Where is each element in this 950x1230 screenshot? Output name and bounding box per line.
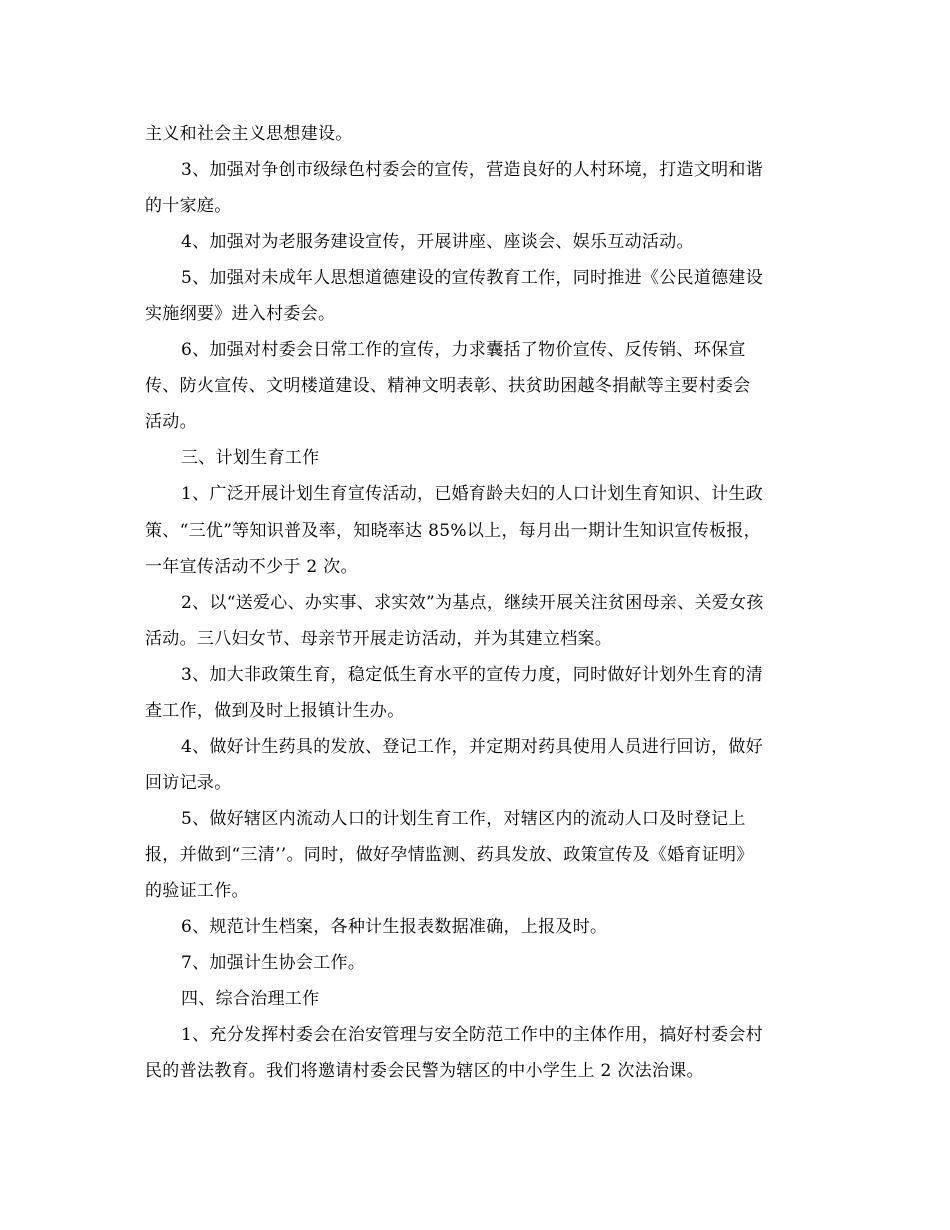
text-line: 的十家庭。 [145, 196, 232, 217]
text-line: 主义和社会主义思想建设。 [145, 124, 353, 144]
text-line: 四、综合治理工作 [181, 989, 320, 1010]
text-line: 一年宣传活动不少于 2 次。 [145, 556, 358, 577]
text-line: 策、“三优”等知识普及率，知晓率达 85%以上，每月出一期计生知识宣传板报， [145, 520, 761, 541]
text-line: 三、计划生育工作 [181, 448, 320, 469]
text-line: 查工作，做到及时上报镇计生办。 [145, 700, 405, 721]
text-line: 6、规范计生档案，各种计生报表数据准确，上报及时。 [181, 917, 608, 938]
text-line: 1、广泛开展计划生育宣传活动，已婚育龄夫妇的人口计划生育知识、计生政 [181, 484, 764, 505]
text-line: 的验证工作。 [145, 880, 249, 901]
text-line: 3、加强对争创市级绿色村委会的宣传，营造良好的人村环境，打造文明和谐 [181, 160, 764, 181]
text-line: 1、充分发挥村委会在治安管理与安全防范工作中的主体作用，搞好村委会村 [181, 1025, 764, 1046]
text-line: 5、加强对未成年人思想道德建设的宣传教育工作，同时推进《公民道德建设 [181, 268, 764, 289]
text-line: 7、加强计生协会工作。 [181, 953, 366, 974]
text-line: 活动。 [145, 412, 197, 433]
text-line: 实施纲要》进入村委会。 [145, 304, 336, 325]
text-line: 6、加强对村委会日常工作的宣传，力求囊括了物价宣传、反传销、环保宣 [181, 340, 746, 361]
text-line: 回访记录。 [145, 772, 232, 793]
text-line: 传、防火宣传、文明楼道建设、精神文明表彰、扶贫助困越冬捐献等主要村委会 [145, 376, 751, 397]
text-line: 活动。三八妇女节、母亲节开展走访活动，并为其建立档案。 [145, 628, 613, 649]
text-line: 4、加强对为老服务建设宣传，开展讲座、座谈会、娱乐互动活动。 [181, 232, 694, 253]
text-line: 4、做好计生药具的发放、登记工作，并定期对药具使用人员进行回访，做好 [181, 736, 764, 757]
document-body [145, 116, 810, 1089]
text-line: 5、做好辖区内流动人口的计划生育工作，对辖区内的流动人口及时登记上 [181, 808, 746, 829]
text-line: 民的普法教育。我们将邀请村委会民警为辖区的中小学生上 2 次法治课。 [145, 1061, 704, 1082]
text-line: 报，并做到“三清’’。同时，做好孕情监测、药具发放、政策宣传及《婚育证明》 [145, 844, 754, 865]
text-line: 3、加大非政策生育，稳定低生育水平的宣传力度，同时做好计划外生育的清 [181, 664, 764, 685]
text-line: 2、以“送爱心、办实事、求实效”为基点，继续开展关注贫困母亲、关爱女孩 [181, 592, 764, 613]
